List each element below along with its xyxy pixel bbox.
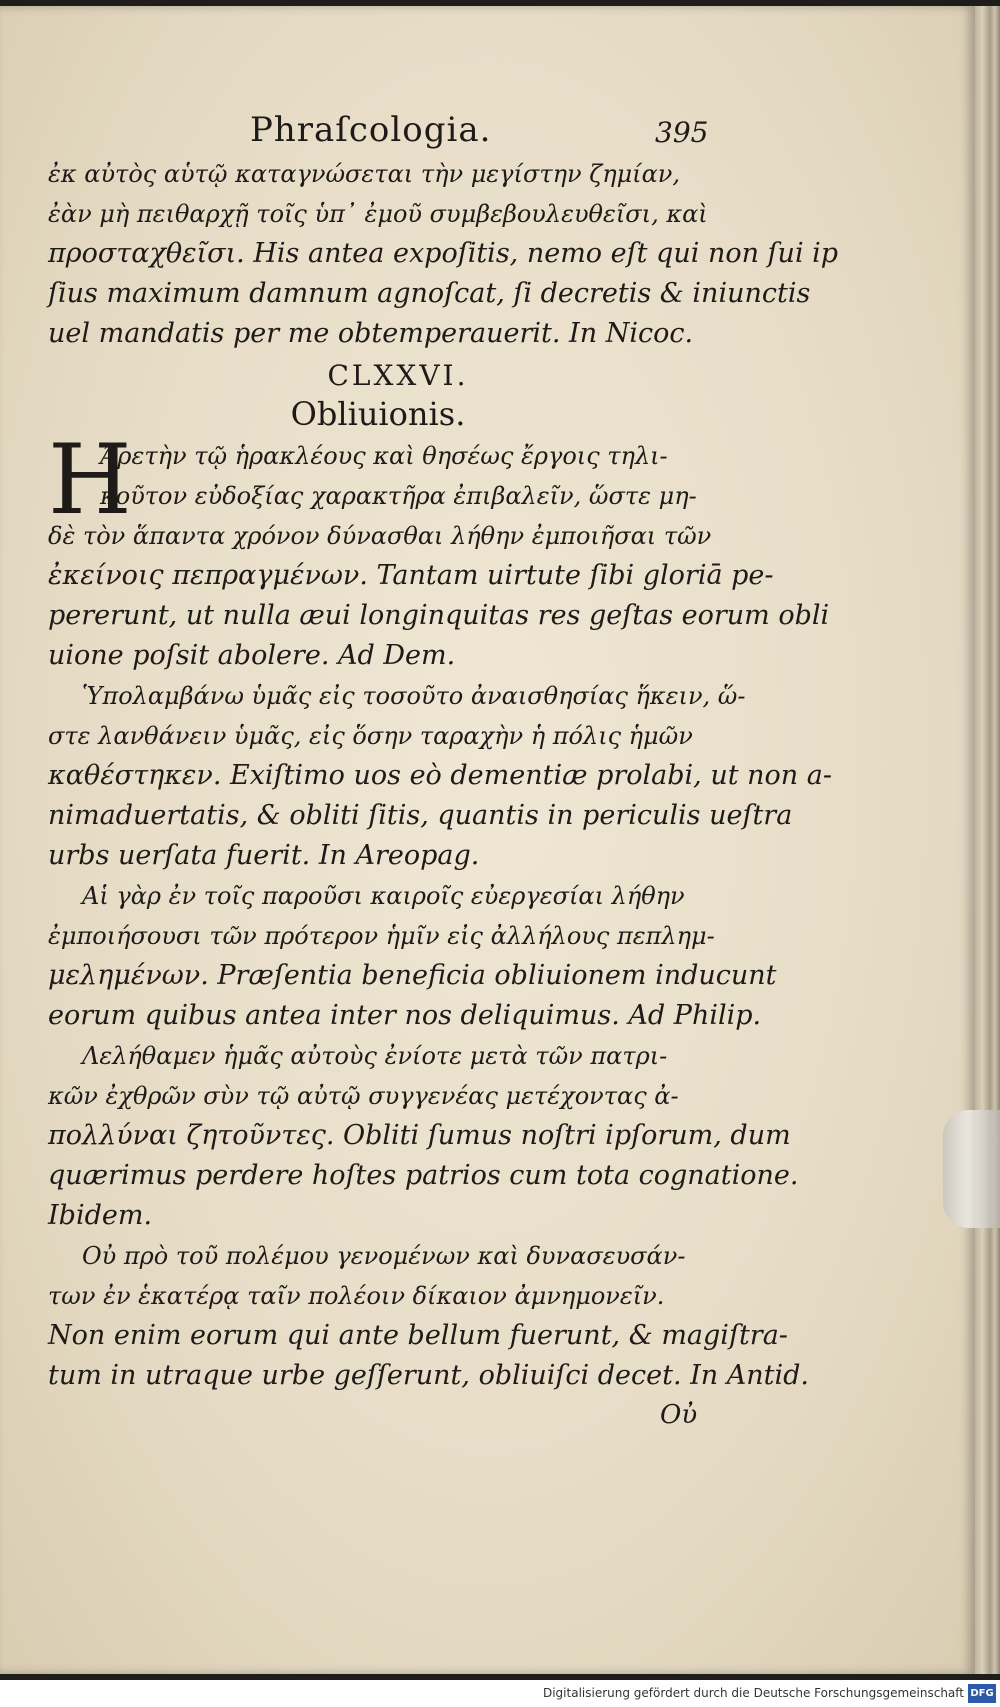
catchword: Οὐ: [660, 1400, 698, 1430]
text-line: ἐκείνοις πεπραγμένων. Tantam uirtute ſibi gloriā pe-: [48, 560, 774, 591]
text-line: uel mandatis per me obtemperauerit. In Nicoc.: [48, 318, 694, 349]
text-line: μελημένων. Præſentia beneficia obliuionem inducunt: [48, 960, 777, 991]
paragraph: [48, 876, 777, 1036]
page-number: 395: [655, 116, 709, 149]
text-line: uione poſsit abolere. Ad Dem.: [48, 640, 456, 671]
paragraph: [48, 424, 830, 676]
text-line: Λελήθαμεν ἡμᾶς αὐτοὺς ἐνίοτε μετὰ τῶν πατρι-: [82, 1042, 668, 1070]
text-line: ἐκ αὐτὸς αὑτῷ καταγνώσεται τὴν μεγίστην ζημίαν,: [48, 160, 681, 188]
text-line: Non enim eorum qui ante bellum fuerunt, & magiſtra-: [48, 1320, 788, 1351]
funding-credit: Digitalisierung gefördert durch die Deutsche Forschungsgemeinschaft: [542, 1686, 964, 1700]
text-line: Αἱ γὰρ ἐν τοῖς παροῦσι καιροῖς εὐεργεσίαι λήθην: [82, 882, 685, 910]
text-line: καθέστηκεν. Exiſtimo uos eò dementiæ prolabi, ut non a-: [48, 760, 832, 791]
text-line: Ibidem.: [48, 1200, 153, 1231]
drop-capital: H: [48, 424, 132, 536]
digitization-footer: [0, 1680, 1000, 1707]
dfg-logo: DFG: [968, 1684, 996, 1703]
text-line: προσταχθεῖσι. His antea expoſitis, nemo eſt qui non ſui ip: [48, 238, 839, 269]
text-line: δὲ τὸν ἅπαντα χρόνον δύνασθαι λήθην ἐμποιῆσαι τῶν: [48, 522, 712, 550]
page-edge: [975, 6, 1000, 1674]
chapter-title: Obliuionis.: [290, 395, 466, 433]
text-line: ἐμποιήσουσι τῶν πρότερον ἡμῖν εἰς ἀλλήλους πεπλημ-: [48, 922, 715, 950]
text-line: Οὐ πρὸ τοῦ πολέμου γενομένων καὶ δυνασευσάν-: [82, 1242, 686, 1270]
text-line: κῶν ἐχθρῶν σὺν τῷ αὐτῷ συγγενέας μετέχοντας ἀ-: [48, 1082, 679, 1110]
text-line: urbs uerſata fuerit. In Areopag.: [48, 840, 480, 871]
text-line: eorum quibus antea inter nos deliquimus. Ad Philip.: [48, 1000, 762, 1031]
text-line: Ἀρετὴν τῷ ἡρακλέους καὶ θησέως ἔργοις τηλι-: [100, 442, 668, 470]
text-line: tum in utraque urbe geſſerunt, obliuiſci decet. In Antid.: [48, 1360, 809, 1391]
text-line: κοῦτον εὐδοξίας χαρακτῆρα ἐπιβαλεῖν, ὥστε μη-: [100, 482, 697, 510]
text-line: nimaduertatis, & obliti ſitis, quantis in periculis ueſtra: [48, 800, 793, 831]
text-line: pererunt, ut nulla æui longinquitas res geſtas eorum obli: [48, 600, 830, 631]
page-body: [48, 154, 839, 1396]
chapter-number: CLXXVI.: [327, 359, 469, 392]
paragraph: [48, 1236, 809, 1396]
text-line: ſius maximum damnum agnoſcat, ſi decretis & iniunctis: [48, 278, 811, 309]
text-line: Ὑπολαμβάνω ὑμᾶς εἰς τοσοῦτο ἀναισθησίας ἥκειν, ὥ-: [82, 682, 746, 710]
paragraph: [48, 676, 832, 876]
paragraph: [48, 1036, 799, 1236]
text-line: ἐὰν μὴ πειθαρχῇ τοῖς ὑπ᾽ ἐμοῦ συμβεβουλευθεῖσι, καὶ: [48, 200, 708, 228]
running-head: Phraſcologia.: [250, 110, 492, 150]
text-line: των ἐν ἑκατέρᾳ ταῖν πολέοιν δίκαιον ἀμνημονεῖν.: [48, 1282, 665, 1310]
page-clip: [943, 1110, 1000, 1228]
text-line: πολλύναι ζητοῦντες. Obliti ſumus noſtri ipſorum, dum: [48, 1120, 791, 1151]
text-line: στε λανθάνειν ὑμᾶς, εἰς ὅσην ταραχὴν ἡ πόλις ἡμῶν: [48, 722, 693, 750]
text-line: quærimus perdere hoſtes patrios cum tota cognatione.: [48, 1160, 799, 1191]
book-page: [0, 6, 975, 1674]
